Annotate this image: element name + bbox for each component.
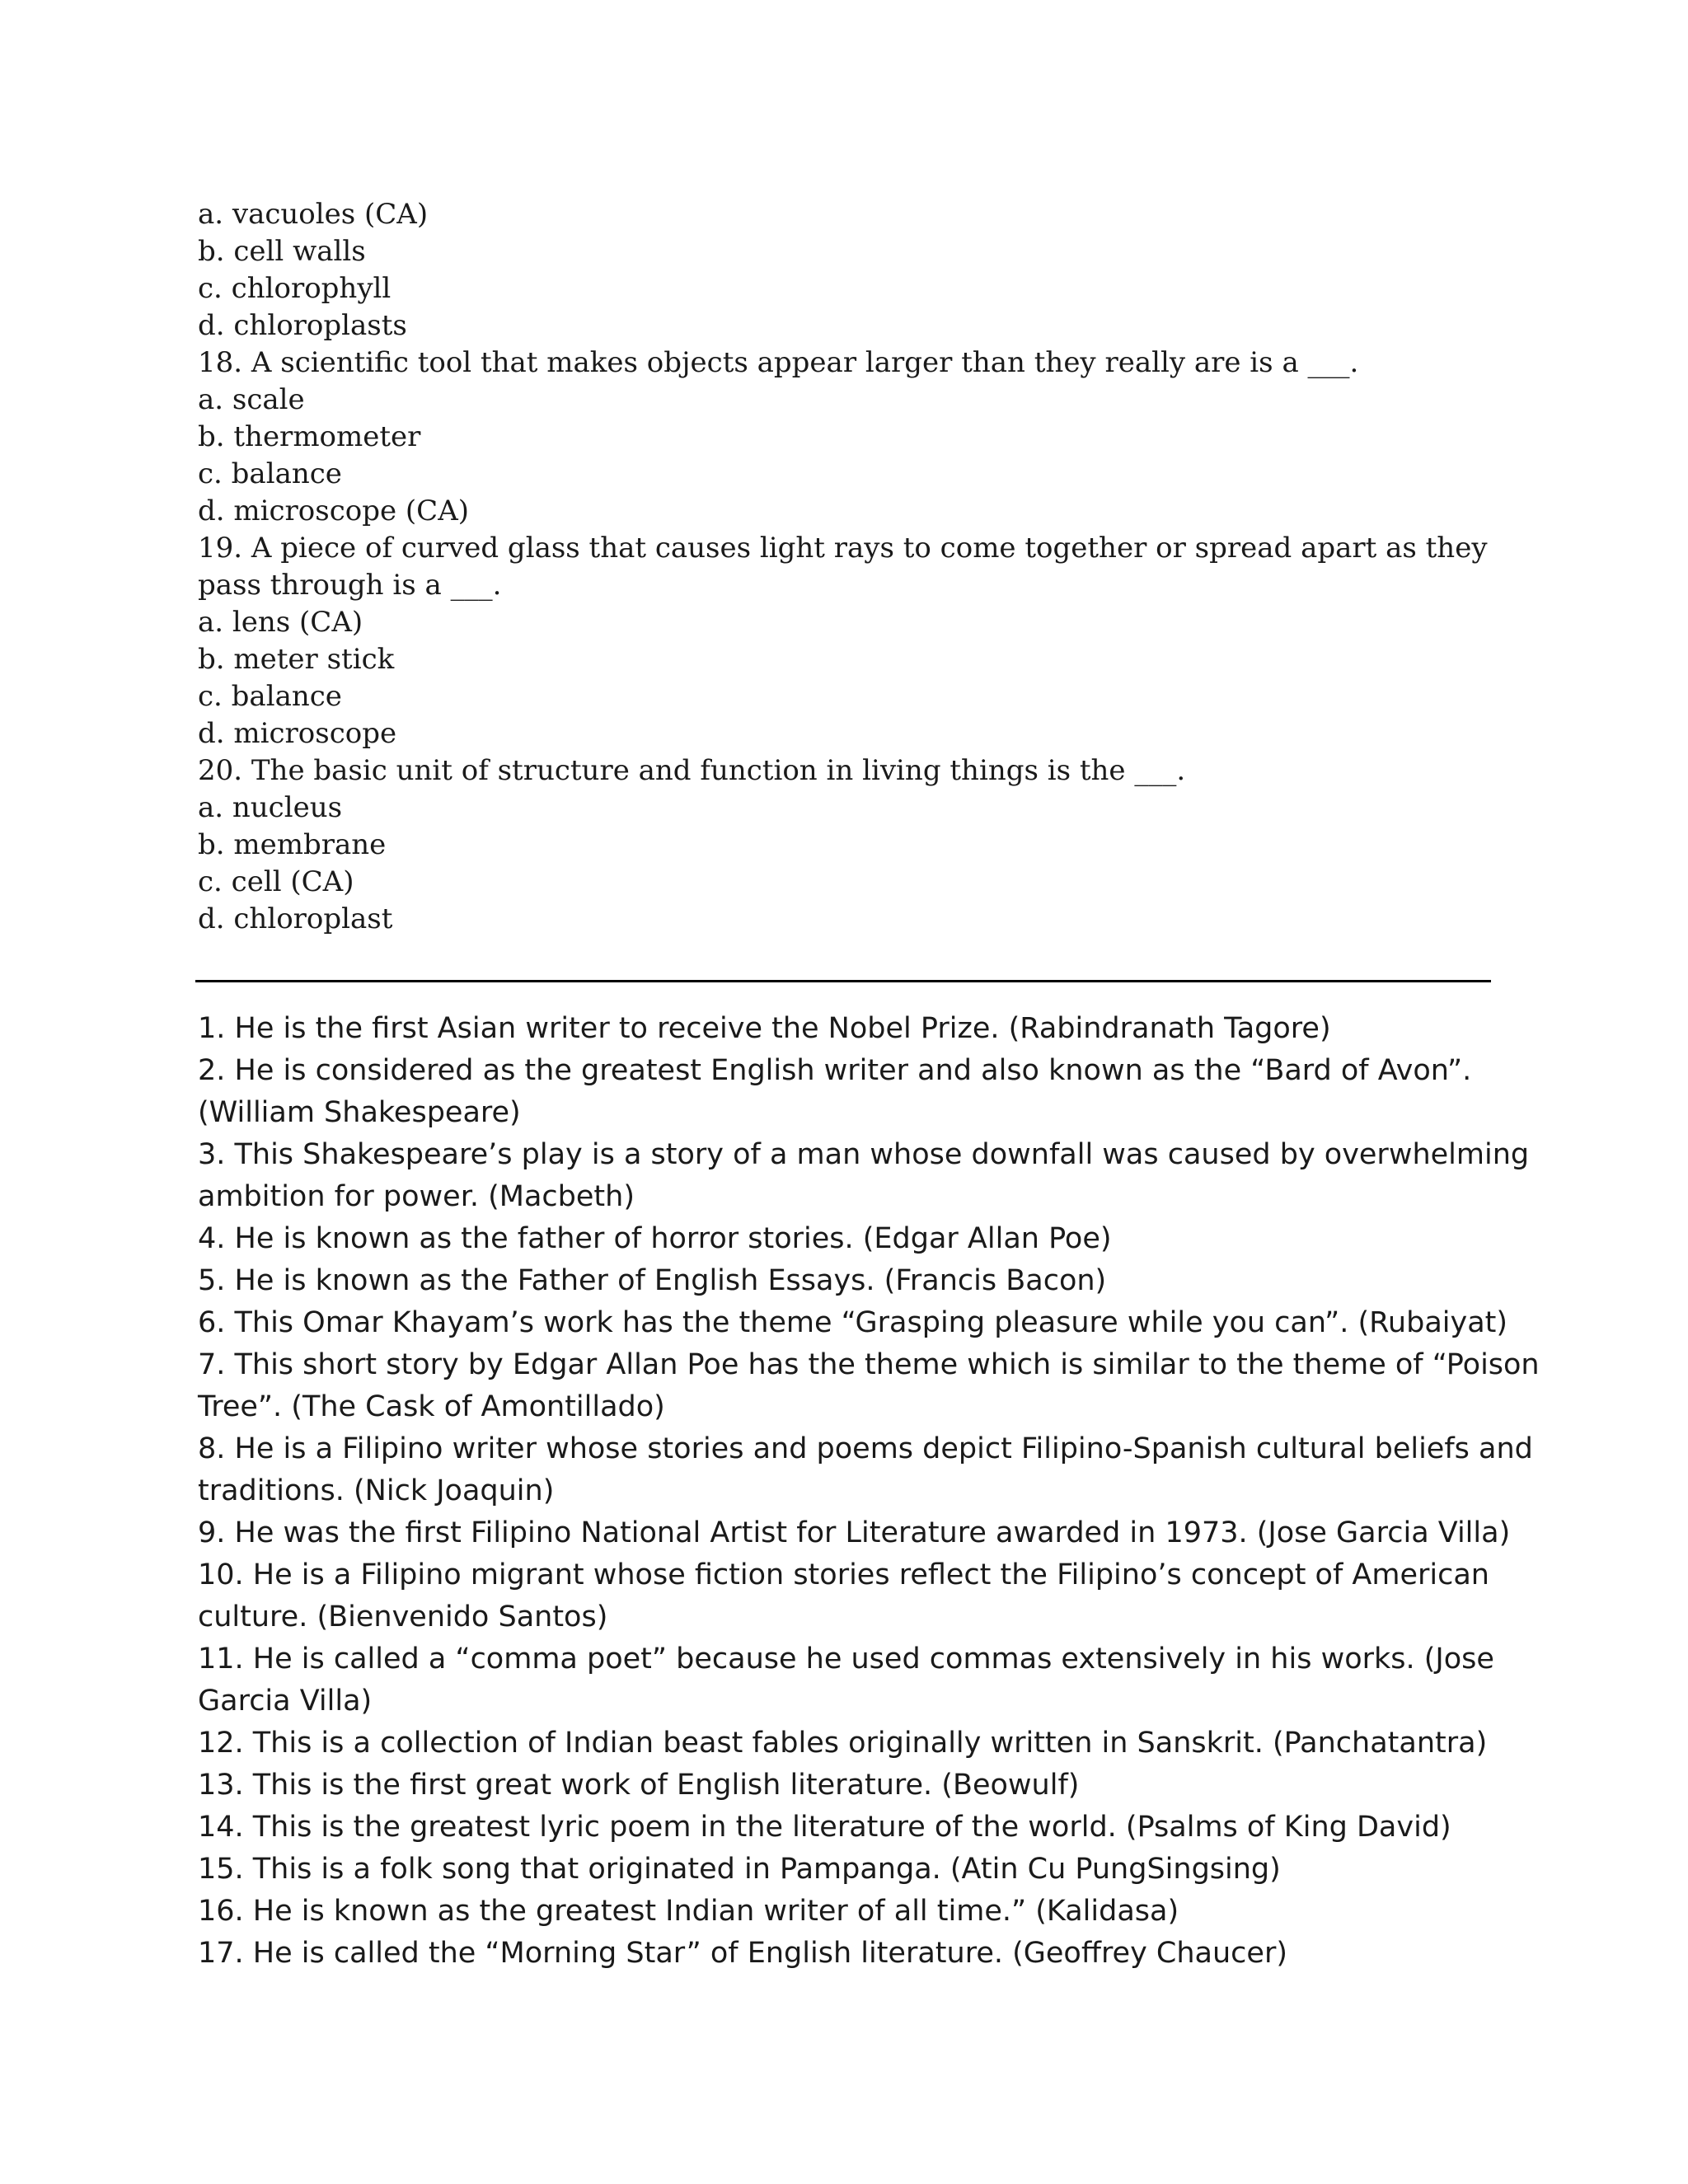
literature-item: 2. He is considered as the greatest English writer and also known as the “Bard of Avon”. xyxy=(198,1054,1472,1087)
answer-choice: b. cell walls xyxy=(198,235,366,268)
literature-item: 6. This Omar Khayam’s work has the theme “Grasping pleasure while you can”. (Rubaiyat) xyxy=(198,1306,1508,1339)
answer-choice: a. nucleus xyxy=(198,791,343,824)
literature-item: 10. He is a Filipino migrant whose fiction stories reflect the Filipino’s concept of American xyxy=(198,1558,1489,1591)
literature-item: 17. He is called the “Morning Star” of English literature. (Geoffrey Chaucer) xyxy=(198,1937,1288,1970)
answer-choice: a. vacuoles (CA) xyxy=(198,198,429,231)
answer-choice: d. chloroplasts xyxy=(198,309,407,342)
answer-choice: b. membrane xyxy=(198,828,387,861)
question-20: 20. The basic unit of structure and function in living things is the ___. xyxy=(198,754,1186,787)
literature-item: 14. This is the greatest lyric poem in the literature of the world. (Psalms of King David) xyxy=(198,1811,1451,1844)
literature-item: 8. He is a Filipino writer whose stories and poems depict Filipino-Spanish cultural beliefs and xyxy=(198,1432,1533,1465)
literature-quiz-section xyxy=(198,1008,1540,1975)
literature-item: 13. This is the first great work of English literature. (Beowulf) xyxy=(198,1769,1080,1802)
answer-choice: d. microscope xyxy=(198,717,397,750)
question-19-continued: pass through is a ___. xyxy=(198,569,502,602)
literature-item: 3. This Shakespeare’s play is a story of a man whose downfall was caused by overwhelming xyxy=(198,1138,1530,1171)
literature-item: 7. This short story by Edgar Allan Poe has the theme which is similar to the theme of “Poison xyxy=(198,1348,1540,1381)
literature-item: 16. He is known as the greatest Indian writer of all time.” (Kalidasa) xyxy=(198,1895,1179,1928)
answer-choice: b. meter stick xyxy=(198,643,395,676)
literature-item: ambition for power. (Macbeth) xyxy=(198,1180,635,1213)
literature-item: Garcia Villa) xyxy=(198,1685,373,1718)
literature-item: culture. (Bienvenido Santos) xyxy=(198,1601,608,1633)
answer-choice: a. scale xyxy=(198,383,305,416)
answer-choice: c. chlorophyll xyxy=(198,272,392,305)
question-19: 19. A piece of curved glass that causes light rays to come together or spread apart as they xyxy=(198,532,1488,565)
section-divider xyxy=(195,980,1491,982)
literature-item: 15. This is a folk song that originated in Pampanga. (Atin Cu PungSingsing) xyxy=(198,1853,1281,1886)
literature-item: 11. He is called a “comma poet” because he used commas extensively in his works. (Jose xyxy=(198,1643,1494,1675)
question-18: 18. A scientific tool that makes objects appear larger than they really are is a ___. xyxy=(198,346,1359,379)
answer-choice: a. lens (CA) xyxy=(198,606,363,639)
literature-item: Tree”. (The Cask of Amontillado) xyxy=(198,1390,665,1423)
answer-choice: c. cell (CA) xyxy=(198,865,354,898)
literature-item: traditions. (Nick Joaquin) xyxy=(198,1474,555,1507)
literature-item: (William Shakespeare) xyxy=(198,1096,521,1129)
answer-choice: c. balance xyxy=(198,457,342,490)
science-quiz-section xyxy=(198,196,1488,938)
literature-item: 1. He is the first Asian writer to receive the Nobel Prize. (Rabindranath Tagore) xyxy=(198,1012,1331,1045)
answer-choice: c. balance xyxy=(198,680,342,713)
answer-choice: d. chloroplast xyxy=(198,902,393,935)
answer-choice: d. microscope (CA) xyxy=(198,494,470,527)
literature-item: 12. This is a collection of Indian beast fables originally written in Sanskrit. (Panchatantra) xyxy=(198,1727,1488,1760)
literature-item: 4. He is known as the father of horror stories. (Edgar Allan Poe) xyxy=(198,1222,1112,1255)
literature-item: 5. He is known as the Father of English Essays. (Francis Bacon) xyxy=(198,1264,1107,1297)
literature-item: 9. He was the first Filipino National Artist for Literature awarded in 1973. (Jose Garcia Villa) xyxy=(198,1516,1511,1549)
answer-choice: b. thermometer xyxy=(198,420,421,453)
